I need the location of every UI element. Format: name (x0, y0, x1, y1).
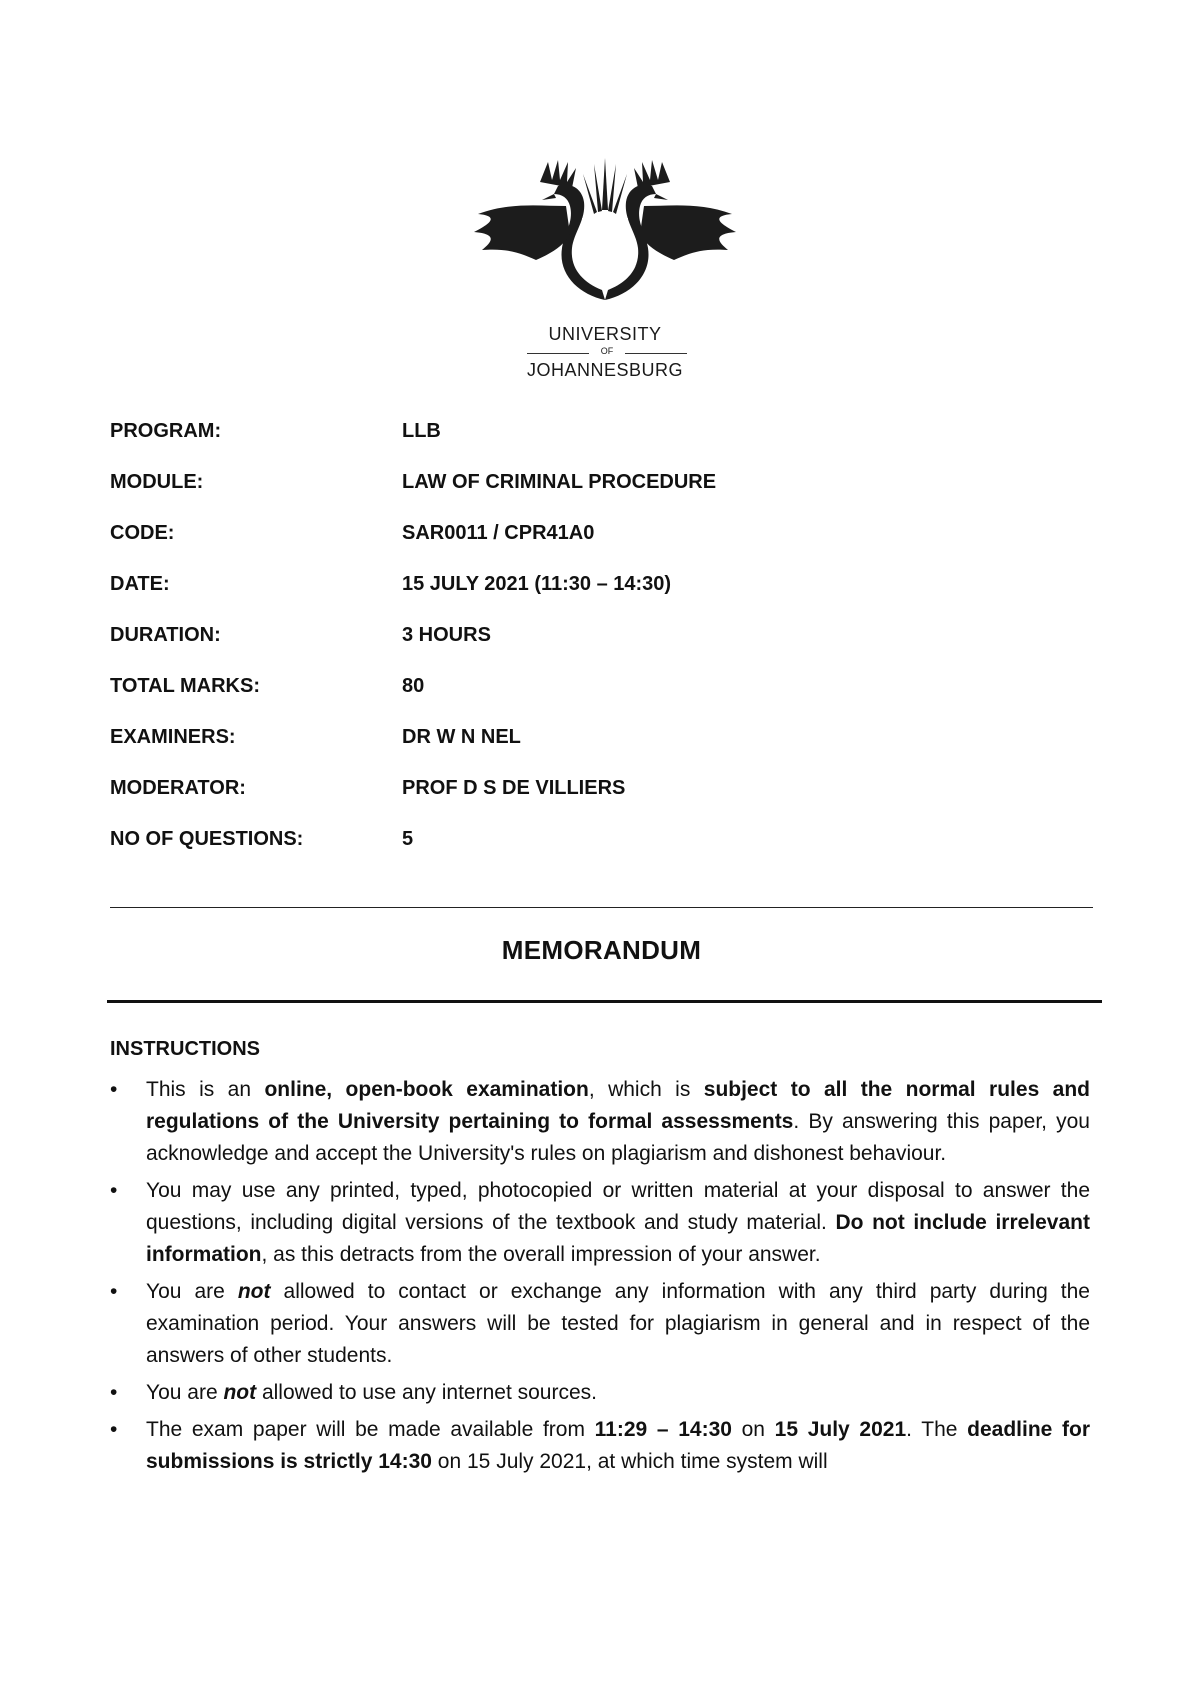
questions-value: 5 (402, 828, 414, 850)
meta-row-duration (110, 624, 1010, 675)
instruction-text: allowed to contact or exchange any information with any third party during the examination period. Your answers will be tested for plagiarism in general and in respect of the answers of other students. (146, 1280, 1090, 1367)
logo-divider-right (625, 353, 687, 354)
instructions-list (110, 1074, 1090, 1483)
meta-row-program (110, 420, 1010, 471)
instruction-emphasis: Do not include irrelevant information (146, 1211, 1090, 1266)
logo-of-text: OF (600, 346, 614, 356)
instruction-emphasis: online, open-book examination (264, 1078, 589, 1101)
instruction-item (110, 1276, 1090, 1372)
instruction-item (110, 1074, 1090, 1170)
program-value: LLB (402, 420, 441, 442)
instruction-emphasis: 11:29 – 14:30 (594, 1418, 732, 1441)
moderator-label: MODERATOR: (110, 777, 246, 799)
logo-university-text: UNIVERSITY (548, 324, 662, 344)
instruction-emphasis: subject to all the normal rules and regulations of the University pertaining to formal assessments (146, 1078, 1090, 1133)
instruction-item (110, 1377, 1090, 1409)
meta-row-examiners (110, 726, 1010, 777)
university-crest-icon (470, 150, 740, 320)
logo-of-row (527, 346, 687, 360)
instruction-text: , as this detracts from the overall impression of your answer. (261, 1243, 821, 1266)
total-marks-label: TOTAL MARKS: (110, 675, 260, 697)
instruction-emphasis: deadline for submissions is strictly 14:30 (146, 1418, 1091, 1473)
code-label: CODE: (110, 522, 175, 544)
date-value: 15 JULY 2021 (11:30 – 14:30) (402, 573, 672, 595)
logo-johannesburg-text: JOHANNESBURG (526, 360, 684, 380)
instruction-text: . By answering this paper, you acknowledge and accept the University's rules on plagiarism and dishonest behaviour. (146, 1110, 1090, 1165)
instruction-emphasis: 15 July 2021 (774, 1418, 907, 1441)
total-marks-value: 80 (402, 675, 425, 697)
instruction-item (110, 1414, 1090, 1478)
instruction-text: on (731, 1418, 775, 1441)
moderator-value: PROF D S DE VILLIERS (402, 777, 626, 799)
duration-label: DURATION: (110, 624, 221, 646)
module-value: LAW OF CRIMINAL PROCEDURE (402, 471, 717, 493)
bullet-icon: • (110, 1381, 118, 1404)
code-value: SAR0011 / CPR41A0 (402, 522, 595, 544)
instruction-text: This is an (146, 1078, 265, 1101)
meta-row-module (110, 471, 1010, 522)
instruction-text: on 15 July 2021, at which time system will (431, 1450, 828, 1473)
instruction-text: , which is (588, 1078, 704, 1101)
bullet-icon: • (110, 1078, 118, 1101)
divider-top (110, 907, 1093, 908)
instruction-text: allowed to use any internet sources. (256, 1381, 597, 1404)
logo-divider-left (527, 353, 589, 354)
instruction-text: The exam paper will be made available from (146, 1418, 595, 1441)
bullet-icon: • (110, 1280, 118, 1303)
university-logo (470, 150, 740, 380)
instructions-heading: INSTRUCTIONS (110, 1038, 260, 1060)
meta-row-questions (110, 828, 1010, 879)
examiners-label: EXAMINERS: (110, 726, 236, 748)
instruction-text: You are (146, 1381, 224, 1404)
instruction-emphasis: not (237, 1280, 271, 1303)
exam-details (110, 420, 1010, 879)
meta-row-code (110, 522, 1010, 573)
module-label: MODULE: (110, 471, 204, 493)
instruction-text: You may use any printed, typed, photocopied or written material at your disposal to answer the questions, including digital versions of the textbook and study material. (146, 1179, 1090, 1234)
examiners-value: DR W N NEL (402, 726, 521, 748)
date-label: DATE: (110, 573, 170, 595)
instruction-text: You are (146, 1280, 238, 1303)
memorandum-title: MEMORANDUM (501, 935, 702, 965)
divider-bottom (107, 1000, 1102, 1003)
instruction-item (110, 1175, 1090, 1271)
bullet-icon: • (110, 1418, 118, 1441)
program-label: PROGRAM: (110, 420, 222, 442)
instruction-text: . The (906, 1418, 968, 1441)
meta-row-date (110, 573, 1010, 624)
meta-row-moderator (110, 777, 1010, 828)
questions-label: NO OF QUESTIONS: (110, 828, 304, 850)
bullet-icon: • (110, 1179, 118, 1202)
duration-value: 3 HOURS (402, 624, 491, 646)
meta-row-total-marks (110, 675, 1010, 726)
instruction-emphasis: not (223, 1381, 257, 1404)
